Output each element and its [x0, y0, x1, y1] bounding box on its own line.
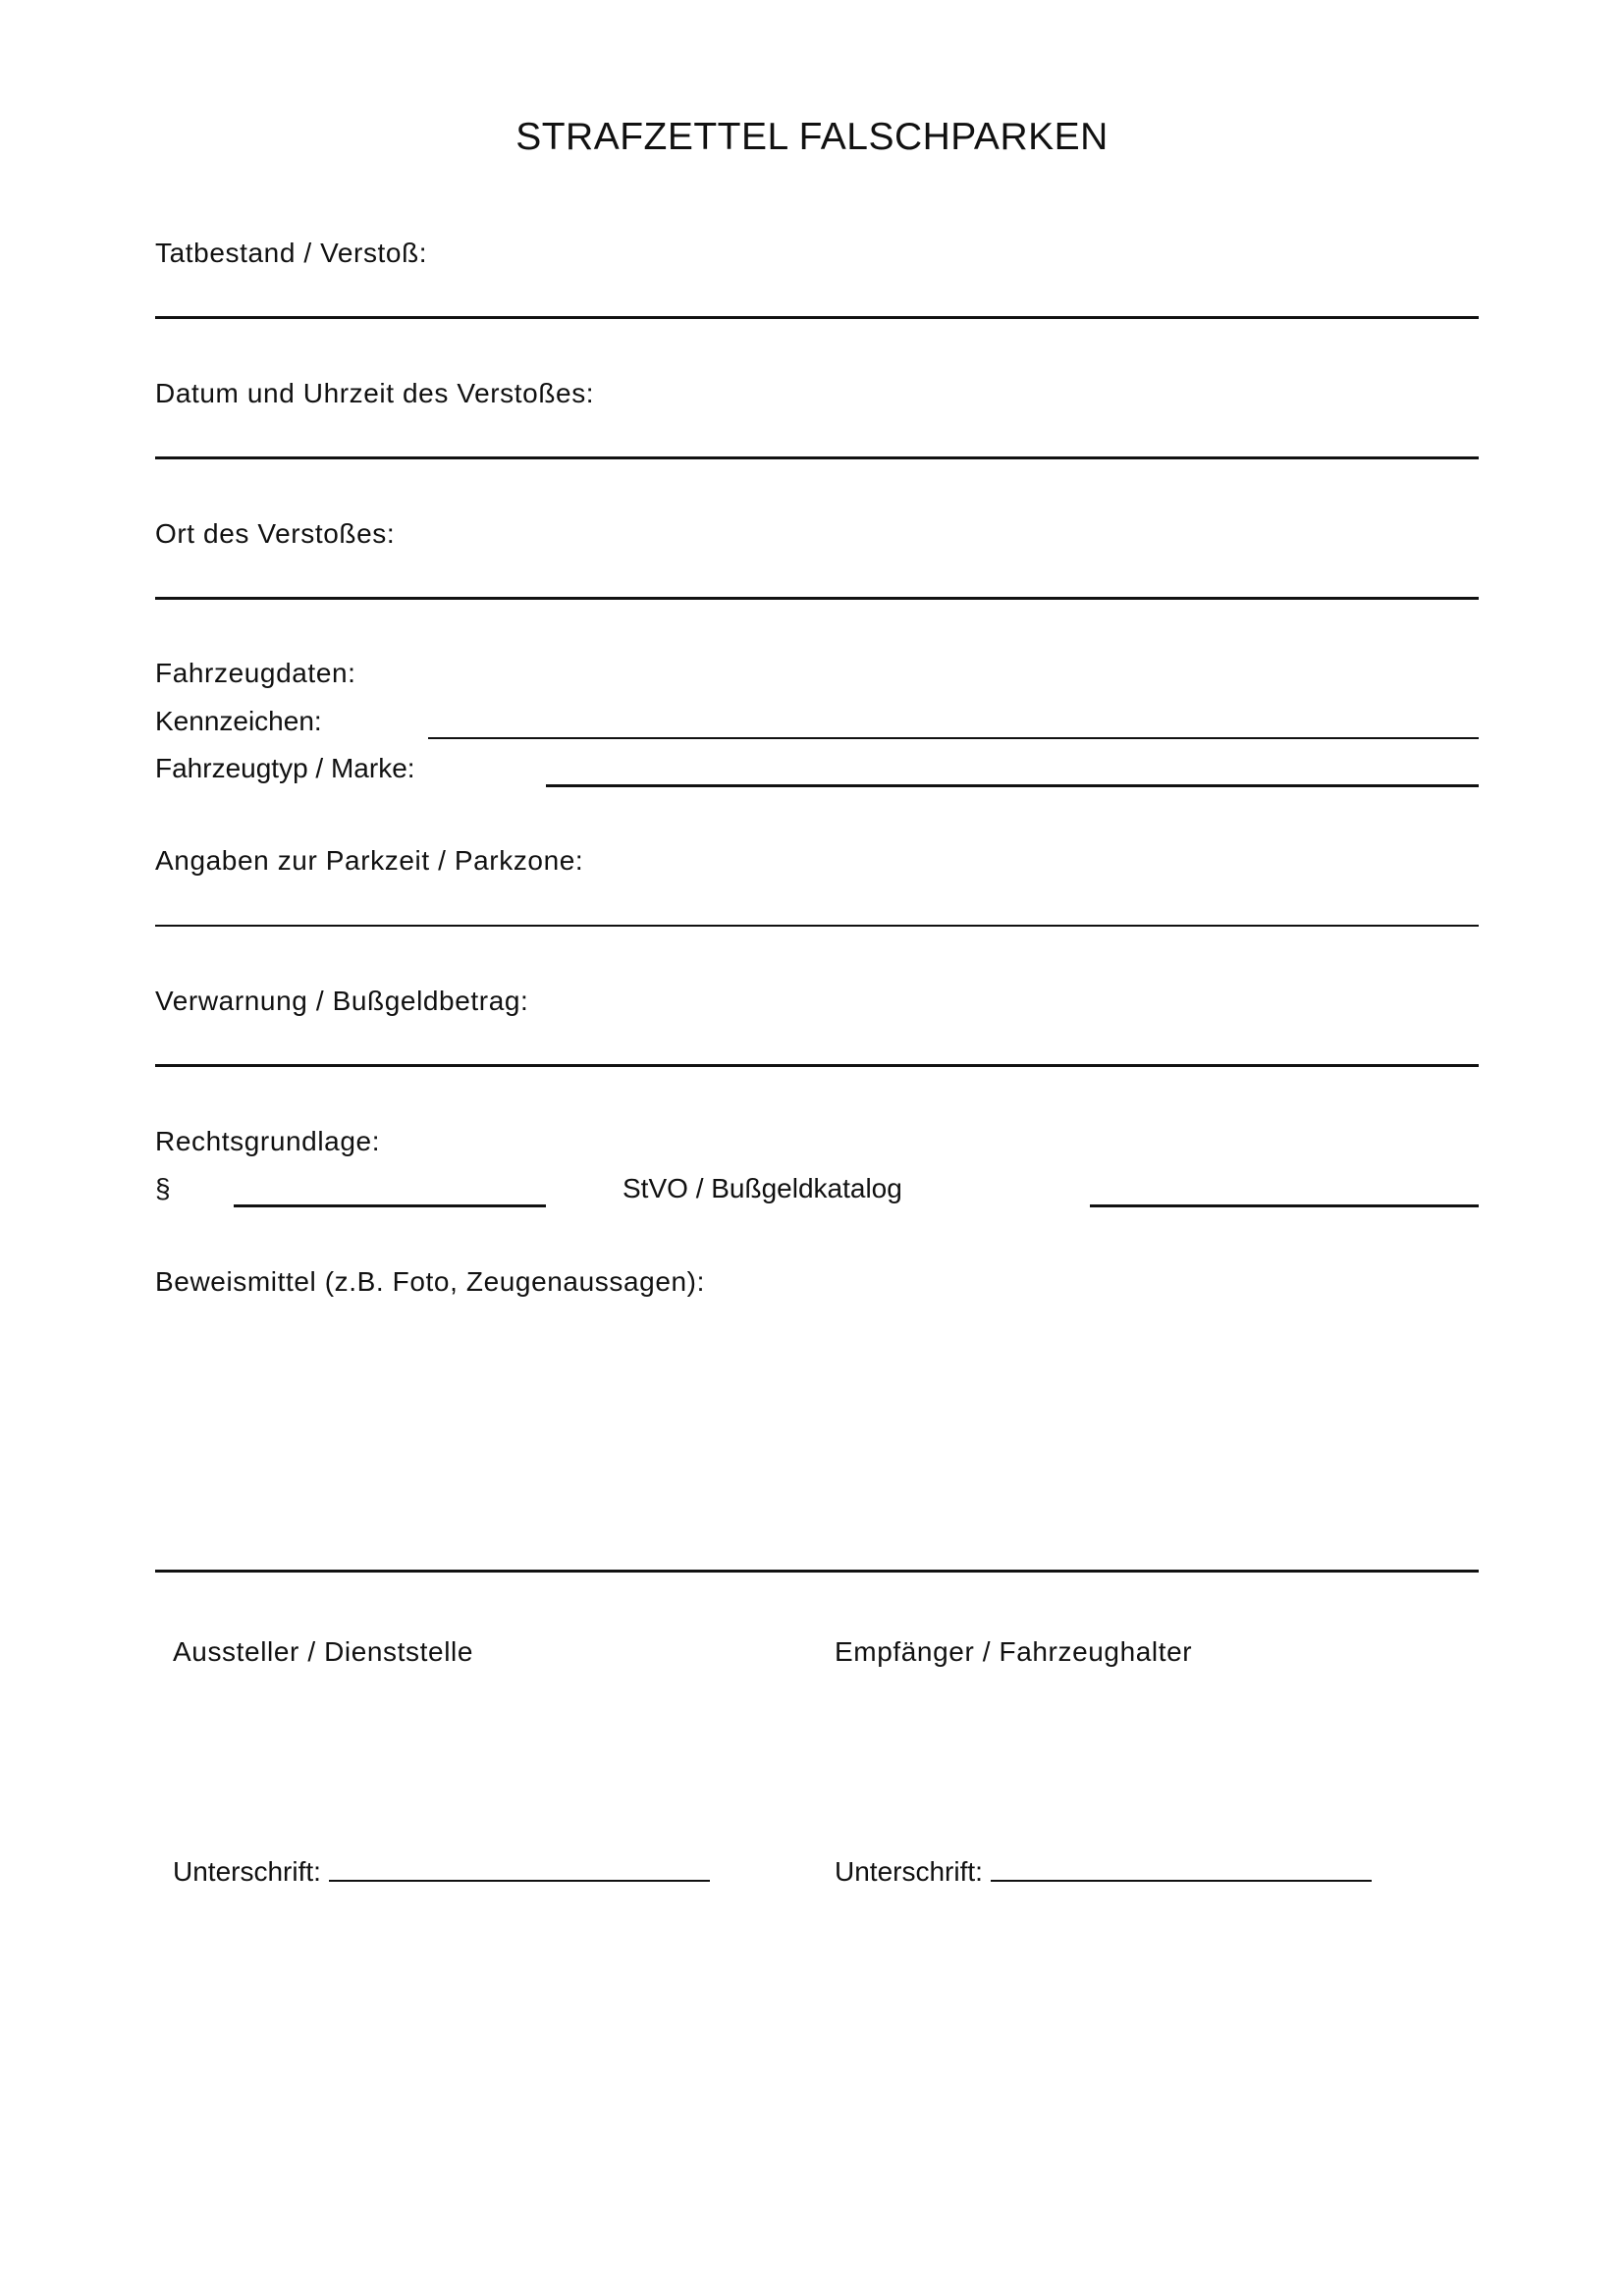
recipient-heading: Empfänger / Fahrzeughalter	[835, 1636, 1193, 1667]
parking-field[interactable]	[155, 925, 1479, 927]
evidence-label: Beweismittel (z.B. Foto, Zeugenaussagen):	[155, 1266, 705, 1297]
form-title: STRAFZETTEL FALSCHPARKEN	[515, 116, 1109, 158]
issuer-signature-field[interactable]	[329, 1880, 710, 1882]
issuer-heading: Aussteller / Dienststelle	[173, 1636, 474, 1667]
vehicle-type-field[interactable]	[546, 784, 1479, 787]
datetime-label: Datum und Uhrzeit des Verstoßes:	[155, 378, 595, 408]
vehicle-heading: Fahrzeugdaten:	[155, 658, 356, 688]
location-label: Ort des Verstoßes:	[155, 518, 396, 549]
recipient-signature-field[interactable]	[991, 1880, 1372, 1882]
plate-field[interactable]	[428, 737, 1479, 739]
legal-heading: Rechtsgrundlage:	[155, 1126, 381, 1156]
fine-label: Verwarnung / Bußgeldbetrag:	[155, 986, 529, 1016]
vehicle-type-label: Fahrzeugtyp / Marke:	[155, 753, 415, 783]
recipient-signature-label: Unterschrift:	[835, 1856, 983, 1887]
location-field[interactable]	[155, 597, 1479, 600]
plate-label: Kennzeichen:	[155, 706, 322, 736]
catalog-label: StVO / Bußgeldkatalog	[623, 1173, 902, 1203]
catalog-field[interactable]	[1090, 1204, 1479, 1207]
fine-field[interactable]	[155, 1064, 1479, 1067]
offense-label: Tatbestand / Verstoß:	[155, 238, 428, 268]
recipient-signature-row	[835, 1856, 1372, 1888]
issuer-signature-label: Unterschrift:	[173, 1856, 321, 1887]
issuer-signature-row	[173, 1856, 710, 1888]
offense-field[interactable]	[155, 316, 1479, 319]
paragraph-field[interactable]	[234, 1204, 546, 1207]
parking-label: Angaben zur Parkzeit / Parkzone:	[155, 845, 584, 876]
datetime-field[interactable]	[155, 456, 1479, 459]
evidence-field[interactable]	[155, 1570, 1479, 1573]
paragraph-symbol: §	[155, 1173, 171, 1203]
